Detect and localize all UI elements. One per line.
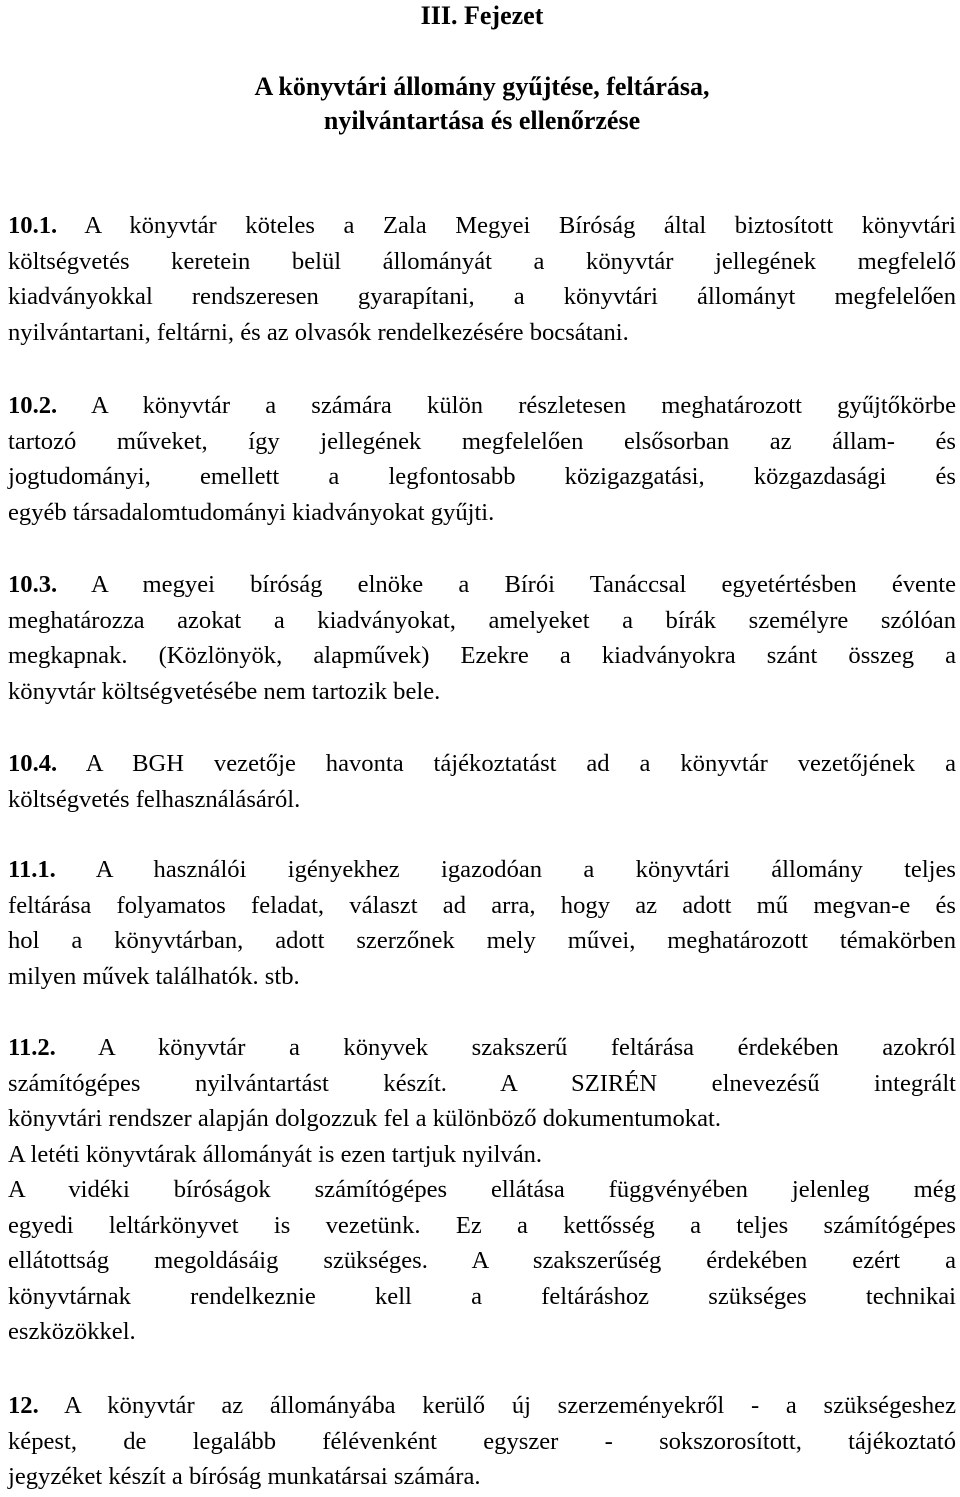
- paragraph-line: jegyzéket készít a bíróság munkatársai számára.: [8, 1463, 481, 1490]
- paragraph-line: eszközökkel.: [8, 1318, 136, 1345]
- paragraph-line: számítógépes nyilvántartást készít. A SZIRÉN elnevezésű integrált: [8, 1069, 956, 1097]
- paragraph-line: 12. A könyvtár az állományába kerülő új szerzeményekről - a szükségeshez: [8, 1392, 956, 1419]
- paragraph-line: megkapnak. (Közlönyök, alapművek) Ezekre a kiadványokra szánt összeg a: [8, 642, 956, 669]
- chapter-title-line-2: nyilvántartása és ellenőrzése: [323, 106, 641, 135]
- paragraph-line: költségvetés felhasználásáról.: [8, 785, 301, 813]
- paragraph-line: kiadványokkal rendszeresen gyarapítani, a könyvtári állományt megfelelően: [8, 283, 956, 310]
- section-number: 11.1.: [8, 856, 56, 883]
- paragraph-line: nyilvántartani, feltárni, és az olvasók rendelkezésére bocsátani.: [8, 318, 629, 346]
- section-10-2: [8, 388, 956, 530]
- paragraph-line: könyvtár költségvetésébe nem tartozik bele.: [8, 677, 441, 705]
- section-number: 11.2.: [8, 1034, 56, 1061]
- paragraph-line: 10.1. A könyvtár köteles a Zala Megyei Bíróság által biztosított könyvtári: [8, 212, 956, 239]
- paragraph-line: 11.1. A használói igényekhez igazodóan a könyvtári állomány teljes: [8, 856, 956, 883]
- paragraph-line: egyéb társadalomtudományi kiadványokat gyűjti.: [8, 498, 495, 526]
- section-number: 10.1.: [8, 212, 58, 239]
- paragraph-line: költségvetés keretein belül állományát a könyvtár jellegének megfelelő: [8, 247, 956, 275]
- paragraph-line: milyen művek találhatók. stb.: [8, 962, 300, 990]
- chapter-title-line-1: A könyvtári állomány gyűjtése, feltárása,: [254, 72, 710, 101]
- section-number: 10.4.: [8, 750, 58, 777]
- paragraph-line: könyvtári rendszer alapján dolgozzuk fel a különböző dokumentumokat.: [8, 1105, 722, 1132]
- section-number: 10.3.: [8, 571, 58, 598]
- paragraph-line: hol a könyvtárban, adott szerzőnek mely művei, meghatározott témakörben: [8, 927, 956, 954]
- section-number: 10.2.: [8, 392, 58, 419]
- paragraph-line: tartozó műveket, így jellegének megfelelően elsősorban az állam- és: [8, 427, 956, 455]
- section-number: 12.: [8, 1392, 39, 1419]
- paragraph-line: 10.3. A megyei bíróság elnöke a Bírói Tanáccsal egyetértésben évente: [8, 571, 956, 598]
- paragraph-line: 10.4. A BGH vezetője havonta tájékoztatást ad a könyvtár vezetőjének a: [8, 750, 956, 777]
- paragraph-line: képest, de legalább félévenként egyszer - sokszorosított, tájékoztató: [8, 1427, 956, 1455]
- paragraph-line: feltárása folyamatos feladat, választ ad arra, hogy az adott mű megvan-e és: [8, 891, 956, 919]
- paragraph-line: 10.2. A könyvtár a számára külön részletesen meghatározott gyűjtőkörbe: [8, 392, 956, 419]
- paragraph-line: jogtudományi, emellett a legfontosabb közigazgatási, közgazdasági és: [8, 463, 956, 490]
- paragraph-line: egyedi leltárkönyvet is vezetünk. Ez a kettősség a teljes számítógépes: [8, 1211, 956, 1239]
- paragraph-line: könyvtárnak rendelkeznie kell a feltáráshoz szükséges technikai: [8, 1282, 956, 1310]
- section-10-3: [8, 567, 956, 709]
- section-10-4: [8, 746, 956, 817]
- paragraph-line: A letéti könyvtárak állományát is ezen tartjuk nyilván.: [8, 1140, 543, 1168]
- paragraph-line: A vidéki bíróságok számítógépes ellátása függvényében jelenleg még: [8, 1176, 956, 1203]
- chapter-heading: III. Fejezet: [420, 1, 544, 30]
- section-12: [8, 1388, 956, 1495]
- paragraph-line: meghatározza azokat a kiadványokat, amelyeket a bírák személyre szólóan: [8, 606, 956, 634]
- paragraph-line: 11.2. A könyvtár a könyvek szakszerű feltárása érdekében azokról: [8, 1034, 956, 1061]
- paragraph-line: ellátottság megoldásáig szükséges. A szakszerűség érdekében ezért a: [8, 1247, 956, 1274]
- document-page: [8, 0, 956, 1490]
- section-10-1: [8, 208, 956, 350]
- section-11-2: [8, 1030, 956, 1350]
- chapter-title: [8, 70, 956, 138]
- section-11-1: [8, 852, 956, 994]
